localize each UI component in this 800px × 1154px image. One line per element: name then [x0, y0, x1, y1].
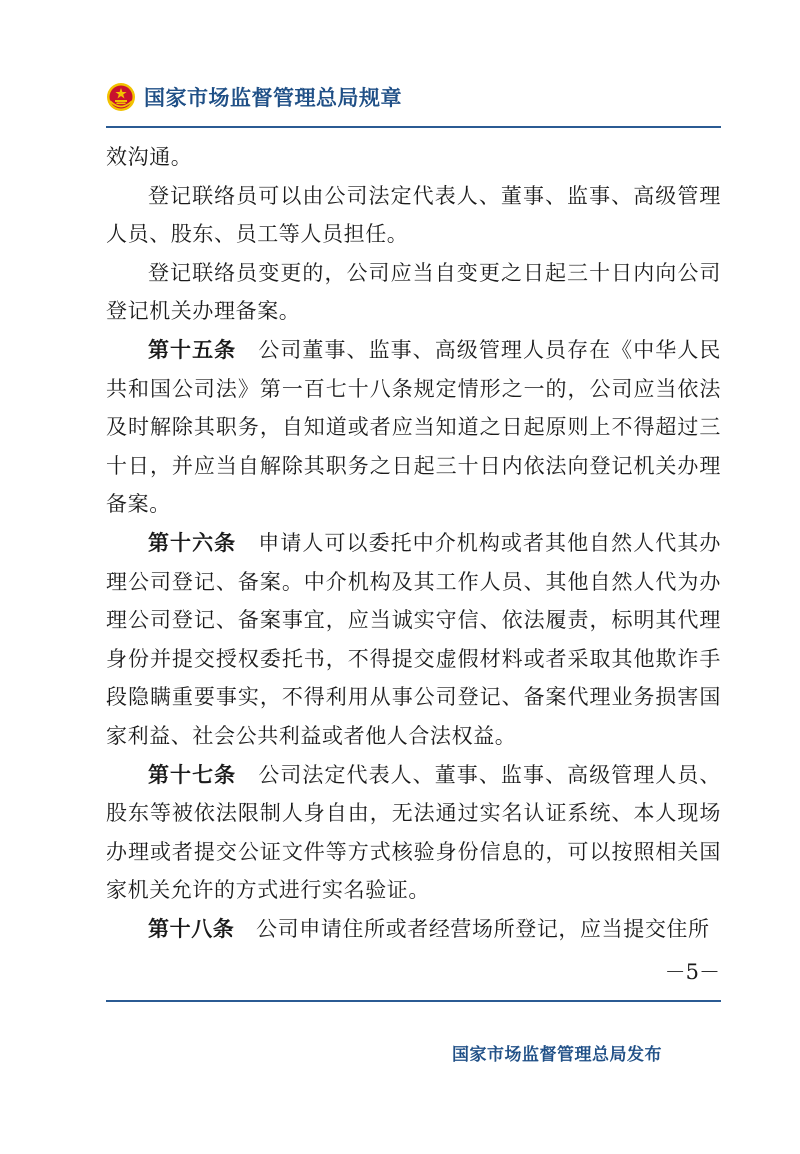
paragraph: [106, 138, 721, 177]
paragraph: [106, 254, 721, 331]
national-emblem-icon: [106, 82, 136, 112]
article-number: 第十六条: [148, 530, 237, 555]
article-number: 第十七条: [148, 762, 237, 787]
paragraph-text: 效沟通。: [106, 145, 193, 169]
paragraph-text: 登记联络员变更的，公司应当自变更之日起三十日内向公司登记机关办理备案。: [106, 260, 721, 324]
footer-divider: [106, 1000, 721, 1002]
paragraph-text: 公司申请住所或者经营场所登记，应当提交住所: [256, 916, 710, 941]
paragraph-text: 公司法定代表人、董事、监事、高级管理人员、股东等被依法限制人身自由，无法通过实名认证系统、本人现场办理或者提交公证文件等方式核验身份信息的，可以按照相关国家机关允许的方式进行实名验证。: [106, 762, 721, 903]
page-number: －5－: [664, 960, 720, 984]
footer-publisher: 国家市场监督管理总局发布: [452, 1045, 662, 1065]
paragraph-text: 公司董事、监事、高级管理人员存在《中华人民共和国公司法》第一百七十八条规定情形之一的，公司应当依法及时解除其职务，自知道或者应当知道之日起原则上不得超过三十日，并应当自解除其职务之日起三十日内依法向登记机关办理备案。: [106, 337, 721, 517]
header-divider: [106, 126, 721, 128]
paragraph: [106, 177, 721, 254]
header-title: 国家市场监督管理总局规章: [144, 86, 402, 110]
article-paragraph: [106, 910, 721, 949]
paragraph-text: 申请人可以委托中介机构或者其他自然人代其办理公司登记、备案。中介机构及其工作人员、其他自然人代为办理公司登记、备案事宜，应当诚实守信、依法履责，标明其代理身份并提交授权委托书，不得提交虚假材料或者采取其他欺诈手段隐瞒重要事实，不得利用从事公司登记、备案代理业务损害国家利益、社会公共利益或者他人合法权益。: [106, 530, 721, 748]
article-paragraph: [106, 331, 721, 524]
article-paragraph: [106, 756, 721, 910]
paragraph-text: 登记联络员可以由公司法定代表人、董事、监事、高级管理人员、股东、员工等人员担任。: [106, 183, 721, 247]
page-header: [106, 82, 402, 112]
article-paragraph: [106, 524, 721, 756]
article-number: 第十五条: [148, 337, 237, 362]
article-number: 第十八条: [148, 916, 235, 941]
document-body: [106, 138, 721, 948]
